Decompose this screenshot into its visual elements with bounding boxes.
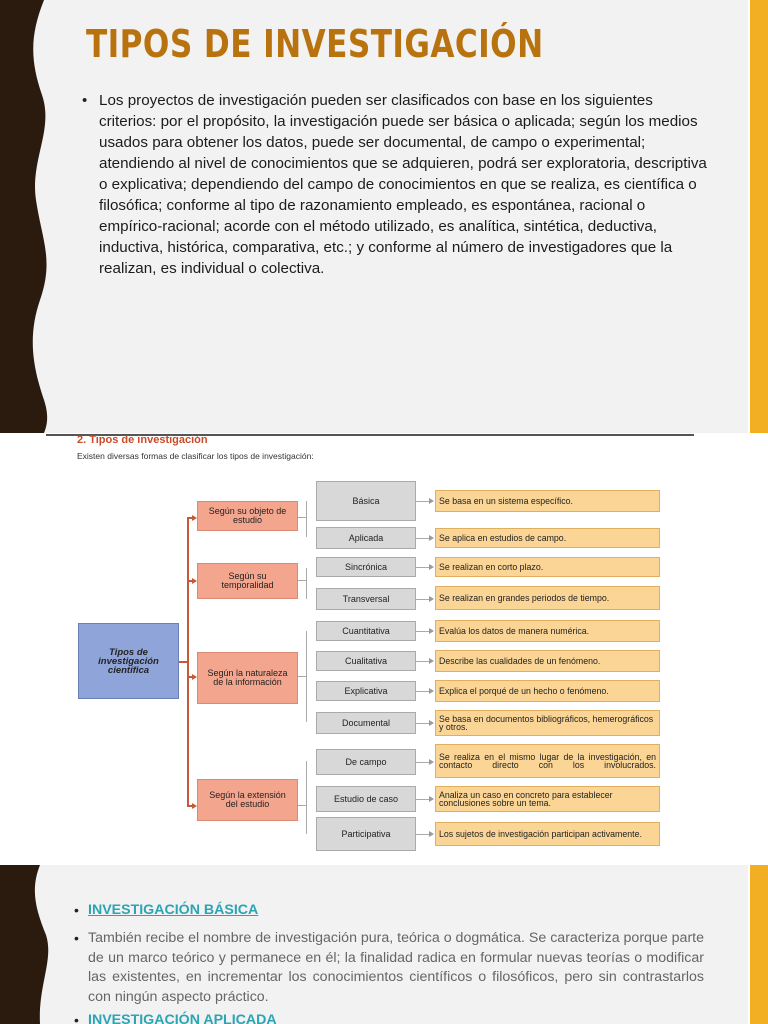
type-box: Transversal (316, 588, 416, 610)
slide-title: TIPOS DE INVESTIGACIÓN (86, 22, 544, 66)
type-box: Estudio de caso (316, 786, 416, 812)
bullet-icon: • (82, 92, 88, 109)
bullet-list (82, 90, 712, 279)
accent-stripe (750, 0, 768, 433)
description-box: Se realizan en grandes periodos de tiempo. (435, 586, 660, 610)
slide-1 (0, 0, 768, 433)
diagram-subtitle: Existen diversas formas de clasificar los tipos de investigación: (77, 451, 314, 461)
link-investigacion-basica[interactable]: INVESTIGACIÓN BÁSICA (88, 902, 259, 918)
category-box: Según la naturaleza de la información (197, 652, 298, 704)
type-box: De campo (316, 749, 416, 775)
type-box: Cuantitativa (316, 621, 416, 641)
description-box: Evalúa los datos de manera numérica. (435, 620, 660, 642)
category-box: Según su objeto de estudio (197, 501, 298, 531)
description-box: Se realiza en el mismo lugar de la investigación, en contacto directo con los involucrados. (435, 744, 660, 778)
bullet-icon: • (74, 1012, 79, 1024)
list-item (74, 1011, 704, 1024)
description-box: Se realizan en corto plazo. (435, 557, 660, 577)
category-box: Según la extensión del estudio (197, 779, 298, 821)
classification-diagram (46, 433, 694, 865)
description-box: Describe las cualidades de un fenómeno. (435, 650, 660, 672)
decorative-wave (0, 0, 60, 433)
type-box: Explicativa (316, 681, 416, 701)
description-box: Analiza un caso en concreto para establecer conclusiones sobre un tema. (435, 786, 660, 812)
type-box: Cualitativa (316, 651, 416, 671)
list-item (82, 90, 712, 279)
type-box: Sincrónica (316, 557, 416, 577)
bullet-icon: • (74, 902, 79, 918)
slide-3 (0, 865, 768, 1024)
decorative-wave (0, 865, 60, 1024)
accent-stripe (750, 865, 768, 1024)
body-paragraph: Los proyectos de investigación pueden ser clasificados con base en los siguientes criterios: por el propósito, la investigación puede ser básica o aplicada; según los medios usados para obtener los datos, puede ser documental, de campo o experimental; atendiendo al nivel de conocimientos que se adquieren, podrá ser exploratoria, descriptiva o explicativa; dependiendo del campo de conocimientos en que se realiza, es científica o filosófica; conforme al tipo de razonamiento empleado, es espontánea, racional o empírico-racional; acorde con el método utilizado, es analítica, sintética, deductiva, inductiva, histórica, comparativa, etc.; y conforme al número de investigadores que la realizan, es individual o colectiva. (99, 92, 707, 277)
description-box: Los sujetos de investigación participan activamente. (435, 822, 660, 846)
type-box: Aplicada (316, 527, 416, 549)
type-box: Documental (316, 712, 416, 734)
type-box: Participativa (316, 817, 416, 851)
description-box: Explica el porqué de un hecho o fenómeno. (435, 680, 660, 702)
type-box: Básica (316, 481, 416, 521)
list-item (74, 929, 704, 1007)
category-box: Según su temporalidad (197, 563, 298, 599)
slide-2 (0, 433, 768, 865)
link-investigacion-aplicada[interactable]: INVESTIGACIÓN APLICADA (88, 1012, 277, 1024)
root-box: Tipos de investigación científica (78, 623, 179, 699)
body-paragraph: También recibe el nombre de investigación pura, teórica o dogmática. Se caracteriza porque parte de un marco teórico y permanece en él; la finalidad radica en formular nuevas teorías o modificar las existentes, en incrementar los conocimientos científicos o filosóficos, pero sin contrastarlos con ningún aspecto práctico. (88, 930, 704, 1005)
bullet-icon: • (74, 930, 79, 946)
description-box: Se basa en documentos bibliográficos, hemerográficos y otros. (435, 710, 660, 736)
list-item (74, 901, 704, 921)
description-box: Se aplica en estudios de campo. (435, 528, 660, 548)
diagram-title: 2. Tipos de investigación (77, 434, 208, 446)
description-box: Se basa en un sistema específico. (435, 490, 660, 512)
